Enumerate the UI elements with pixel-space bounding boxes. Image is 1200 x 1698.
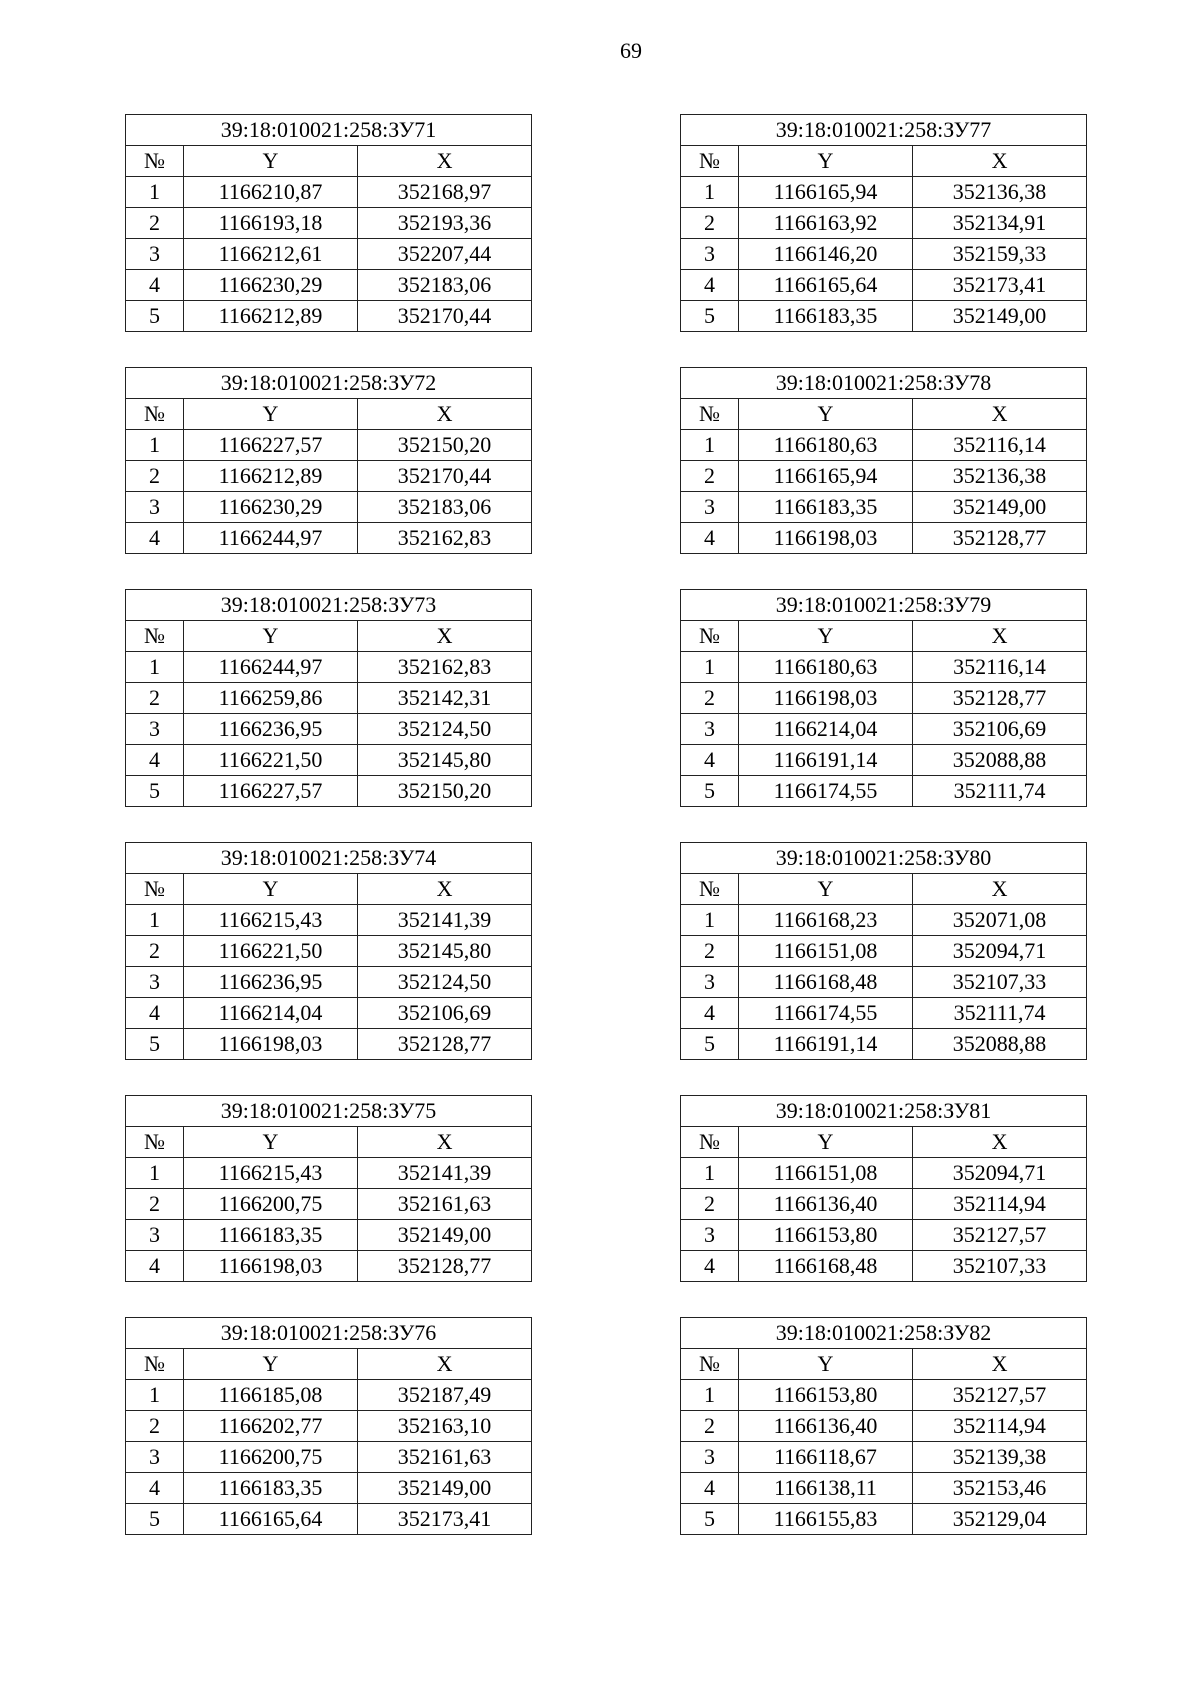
x-coordinate-cell: 352162,83 xyxy=(358,523,532,554)
point-number-cell: 4 xyxy=(126,1473,184,1504)
column-header-y: Y xyxy=(739,1349,913,1380)
column-header-x: X xyxy=(358,621,532,652)
point-number-cell: 1 xyxy=(681,905,739,936)
point-number-cell: 1 xyxy=(126,1380,184,1411)
table-row xyxy=(681,1158,1087,1189)
coordinate-table xyxy=(125,842,532,1060)
table-row xyxy=(681,1411,1087,1442)
y-coordinate-cell: 1166198,03 xyxy=(184,1029,358,1060)
point-number-cell: 2 xyxy=(681,936,739,967)
point-number-cell: 3 xyxy=(681,492,739,523)
y-coordinate-cell: 1166146,20 xyxy=(739,239,913,270)
coordinate-table xyxy=(125,1095,532,1282)
parcel-title: 39:18:010021:258:ЗУ73 xyxy=(126,590,532,621)
column-header-x: X xyxy=(913,1349,1087,1380)
column-header-y: Y xyxy=(739,1127,913,1158)
table-row xyxy=(681,936,1087,967)
x-coordinate-cell: 352111,74 xyxy=(913,998,1087,1029)
x-coordinate-cell: 352142,31 xyxy=(358,683,532,714)
y-coordinate-cell: 1166155,83 xyxy=(739,1504,913,1535)
y-coordinate-cell: 1166198,03 xyxy=(739,683,913,714)
x-coordinate-cell: 352106,69 xyxy=(358,998,532,1029)
column-header-x: X xyxy=(358,146,532,177)
y-coordinate-cell: 1166185,08 xyxy=(184,1380,358,1411)
x-coordinate-cell: 352107,33 xyxy=(913,967,1087,998)
y-coordinate-cell: 1166151,08 xyxy=(739,1158,913,1189)
column-header-number: № xyxy=(126,1127,184,1158)
parcel-title: 39:18:010021:258:ЗУ78 xyxy=(681,368,1087,399)
point-number-cell: 4 xyxy=(681,1473,739,1504)
y-coordinate-cell: 1166212,61 xyxy=(184,239,358,270)
point-number-cell: 2 xyxy=(681,1411,739,1442)
x-coordinate-cell: 352106,69 xyxy=(913,714,1087,745)
x-coordinate-cell: 352161,63 xyxy=(358,1189,532,1220)
table-row xyxy=(681,1251,1087,1282)
point-number-cell: 2 xyxy=(126,208,184,239)
column-header-x: X xyxy=(358,874,532,905)
x-coordinate-cell: 352139,38 xyxy=(913,1442,1087,1473)
point-number-cell: 1 xyxy=(681,430,739,461)
coordinate-table xyxy=(680,114,1087,332)
y-coordinate-cell: 1166183,35 xyxy=(184,1473,358,1504)
y-coordinate-cell: 1166168,23 xyxy=(739,905,913,936)
point-number-cell: 4 xyxy=(126,270,184,301)
point-number-cell: 4 xyxy=(126,745,184,776)
point-number-cell: 4 xyxy=(681,1251,739,1282)
column-header-y: Y xyxy=(184,874,358,905)
point-number-cell: 4 xyxy=(681,745,739,776)
point-number-cell: 2 xyxy=(126,1189,184,1220)
table-row xyxy=(681,523,1087,554)
parcel-title: 39:18:010021:258:ЗУ71 xyxy=(126,115,532,146)
table-row xyxy=(126,1029,532,1060)
table-row xyxy=(681,1473,1087,1504)
column-header-y: Y xyxy=(184,146,358,177)
page-number: 69 xyxy=(620,38,642,63)
point-number-cell: 2 xyxy=(681,461,739,492)
table-row xyxy=(126,776,532,807)
y-coordinate-cell: 1166230,29 xyxy=(184,270,358,301)
table-row xyxy=(681,683,1087,714)
y-coordinate-cell: 1166212,89 xyxy=(184,461,358,492)
y-coordinate-cell: 1166230,29 xyxy=(184,492,358,523)
x-coordinate-cell: 352094,71 xyxy=(913,1158,1087,1189)
table-row xyxy=(126,1251,532,1282)
point-number-cell: 5 xyxy=(126,301,184,332)
point-number-cell: 2 xyxy=(126,683,184,714)
x-coordinate-cell: 352128,77 xyxy=(913,683,1087,714)
x-coordinate-cell: 352124,50 xyxy=(358,714,532,745)
y-coordinate-cell: 1166198,03 xyxy=(184,1251,358,1282)
y-coordinate-cell: 1166212,89 xyxy=(184,301,358,332)
table-row xyxy=(126,967,532,998)
column-header-x: X xyxy=(913,399,1087,430)
y-coordinate-cell: 1166221,50 xyxy=(184,745,358,776)
point-number-cell: 1 xyxy=(126,430,184,461)
x-coordinate-cell: 352149,00 xyxy=(913,492,1087,523)
column-header-x: X xyxy=(913,146,1087,177)
x-coordinate-cell: 352134,91 xyxy=(913,208,1087,239)
coordinate-table xyxy=(125,114,532,332)
y-coordinate-cell: 1166180,63 xyxy=(739,652,913,683)
column-header-x: X xyxy=(358,399,532,430)
y-coordinate-cell: 1166198,03 xyxy=(739,523,913,554)
table-row xyxy=(126,1158,532,1189)
y-coordinate-cell: 1166215,43 xyxy=(184,1158,358,1189)
x-coordinate-cell: 352141,39 xyxy=(358,1158,532,1189)
table-row xyxy=(126,430,532,461)
y-coordinate-cell: 1166153,80 xyxy=(739,1220,913,1251)
x-coordinate-cell: 352170,44 xyxy=(358,301,532,332)
table-row xyxy=(681,967,1087,998)
y-coordinate-cell: 1166168,48 xyxy=(739,967,913,998)
x-coordinate-cell: 352141,39 xyxy=(358,905,532,936)
point-number-cell: 5 xyxy=(681,1504,739,1535)
table-row xyxy=(126,1380,532,1411)
x-coordinate-cell: 352145,80 xyxy=(358,745,532,776)
x-coordinate-cell: 352153,46 xyxy=(913,1473,1087,1504)
y-coordinate-cell: 1166180,63 xyxy=(739,430,913,461)
table-row xyxy=(126,936,532,967)
point-number-cell: 2 xyxy=(681,1189,739,1220)
point-number-cell: 1 xyxy=(681,652,739,683)
point-number-cell: 2 xyxy=(681,683,739,714)
table-row xyxy=(126,177,532,208)
table-row xyxy=(126,461,532,492)
y-coordinate-cell: 1166138,11 xyxy=(739,1473,913,1504)
y-coordinate-cell: 1166244,97 xyxy=(184,652,358,683)
point-number-cell: 4 xyxy=(681,523,739,554)
y-coordinate-cell: 1166193,18 xyxy=(184,208,358,239)
column-header-number: № xyxy=(681,874,739,905)
y-coordinate-cell: 1166118,67 xyxy=(739,1442,913,1473)
parcel-title: 39:18:010021:258:ЗУ72 xyxy=(126,368,532,399)
y-coordinate-cell: 1166200,75 xyxy=(184,1442,358,1473)
point-number-cell: 3 xyxy=(126,1442,184,1473)
y-coordinate-cell: 1166183,35 xyxy=(739,492,913,523)
table-row xyxy=(681,714,1087,745)
table-row xyxy=(681,1380,1087,1411)
table-row xyxy=(126,239,532,270)
table-row xyxy=(681,430,1087,461)
point-number-cell: 1 xyxy=(126,652,184,683)
x-coordinate-cell: 352173,41 xyxy=(358,1504,532,1535)
right-column xyxy=(680,114,1086,1570)
point-number-cell: 1 xyxy=(681,177,739,208)
column-header-number: № xyxy=(681,621,739,652)
point-number-cell: 4 xyxy=(126,998,184,1029)
column-header-y: Y xyxy=(739,146,913,177)
table-row xyxy=(681,998,1087,1029)
point-number-cell: 1 xyxy=(126,177,184,208)
coordinate-table xyxy=(125,589,532,807)
table-row xyxy=(126,208,532,239)
table-row xyxy=(126,998,532,1029)
table-row xyxy=(126,1189,532,1220)
point-number-cell: 5 xyxy=(681,301,739,332)
coordinate-table xyxy=(680,1317,1087,1535)
table-row xyxy=(681,461,1087,492)
parcel-title: 39:18:010021:258:ЗУ81 xyxy=(681,1096,1087,1127)
table-row xyxy=(126,714,532,745)
y-coordinate-cell: 1166151,08 xyxy=(739,936,913,967)
coordinate-table xyxy=(680,367,1087,554)
column-header-number: № xyxy=(681,1349,739,1380)
x-coordinate-cell: 352193,36 xyxy=(358,208,532,239)
column-header-y: Y xyxy=(184,1127,358,1158)
y-coordinate-cell: 1166221,50 xyxy=(184,936,358,967)
table-row xyxy=(126,523,532,554)
point-number-cell: 3 xyxy=(126,714,184,745)
column-header-x: X xyxy=(913,621,1087,652)
point-number-cell: 3 xyxy=(681,1442,739,1473)
table-row xyxy=(681,301,1087,332)
y-coordinate-cell: 1166227,57 xyxy=(184,430,358,461)
x-coordinate-cell: 352128,77 xyxy=(358,1251,532,1282)
table-row xyxy=(681,1442,1087,1473)
point-number-cell: 4 xyxy=(126,1251,184,1282)
coordinate-table xyxy=(125,1317,532,1535)
column-header-number: № xyxy=(126,1349,184,1380)
table-row xyxy=(126,270,532,301)
column-header-y: Y xyxy=(184,621,358,652)
parcel-title: 39:18:010021:258:ЗУ74 xyxy=(126,843,532,874)
table-row xyxy=(681,1189,1087,1220)
column-header-x: X xyxy=(913,1127,1087,1158)
x-coordinate-cell: 352170,44 xyxy=(358,461,532,492)
y-coordinate-cell: 1166165,64 xyxy=(739,270,913,301)
coordinate-table xyxy=(125,367,532,554)
parcel-title: 39:18:010021:258:ЗУ75 xyxy=(126,1096,532,1127)
coordinate-table xyxy=(680,589,1087,807)
point-number-cell: 1 xyxy=(681,1380,739,1411)
y-coordinate-cell: 1166174,55 xyxy=(739,998,913,1029)
point-number-cell: 5 xyxy=(681,776,739,807)
point-number-cell: 3 xyxy=(126,967,184,998)
x-coordinate-cell: 352150,20 xyxy=(358,430,532,461)
y-coordinate-cell: 1166236,95 xyxy=(184,714,358,745)
point-number-cell: 1 xyxy=(126,905,184,936)
x-coordinate-cell: 352128,77 xyxy=(358,1029,532,1060)
point-number-cell: 3 xyxy=(681,239,739,270)
parcel-title: 39:18:010021:258:ЗУ80 xyxy=(681,843,1087,874)
x-coordinate-cell: 352111,74 xyxy=(913,776,1087,807)
point-number-cell: 5 xyxy=(126,1029,184,1060)
y-coordinate-cell: 1166227,57 xyxy=(184,776,358,807)
point-number-cell: 1 xyxy=(126,1158,184,1189)
y-coordinate-cell: 1166174,55 xyxy=(739,776,913,807)
x-coordinate-cell: 352124,50 xyxy=(358,967,532,998)
point-number-cell: 2 xyxy=(681,208,739,239)
y-coordinate-cell: 1166153,80 xyxy=(739,1380,913,1411)
x-coordinate-cell: 352107,33 xyxy=(913,1251,1087,1282)
column-header-number: № xyxy=(126,146,184,177)
column-header-number: № xyxy=(126,874,184,905)
table-row xyxy=(126,745,532,776)
left-column xyxy=(125,114,531,1570)
column-header-x: X xyxy=(913,874,1087,905)
point-number-cell: 5 xyxy=(681,1029,739,1060)
table-row xyxy=(126,905,532,936)
x-coordinate-cell: 352168,97 xyxy=(358,177,532,208)
x-coordinate-cell: 352149,00 xyxy=(913,301,1087,332)
x-coordinate-cell: 352163,10 xyxy=(358,1411,532,1442)
point-number-cell: 4 xyxy=(681,998,739,1029)
table-row xyxy=(126,1411,532,1442)
table-row xyxy=(126,1442,532,1473)
x-coordinate-cell: 352162,83 xyxy=(358,652,532,683)
column-header-number: № xyxy=(681,146,739,177)
table-row xyxy=(126,1473,532,1504)
y-coordinate-cell: 1166165,64 xyxy=(184,1504,358,1535)
table-row xyxy=(681,1220,1087,1251)
point-number-cell: 3 xyxy=(126,1220,184,1251)
point-number-cell: 3 xyxy=(681,1220,739,1251)
y-coordinate-cell: 1166168,48 xyxy=(739,1251,913,1282)
point-number-cell: 5 xyxy=(126,1504,184,1535)
x-coordinate-cell: 352159,33 xyxy=(913,239,1087,270)
table-row xyxy=(126,301,532,332)
x-coordinate-cell: 352187,49 xyxy=(358,1380,532,1411)
column-header-y: Y xyxy=(739,399,913,430)
y-coordinate-cell: 1166236,95 xyxy=(184,967,358,998)
table-row xyxy=(126,1220,532,1251)
x-coordinate-cell: 352150,20 xyxy=(358,776,532,807)
point-number-cell: 3 xyxy=(126,239,184,270)
table-row xyxy=(126,492,532,523)
y-coordinate-cell: 1166214,04 xyxy=(739,714,913,745)
y-coordinate-cell: 1166210,87 xyxy=(184,177,358,208)
x-coordinate-cell: 352149,00 xyxy=(358,1473,532,1504)
parcel-title: 39:18:010021:258:ЗУ76 xyxy=(126,1318,532,1349)
point-number-cell: 4 xyxy=(681,270,739,301)
table-row xyxy=(681,492,1087,523)
point-number-cell: 2 xyxy=(126,936,184,967)
table-row xyxy=(681,1029,1087,1060)
point-number-cell: 1 xyxy=(681,1158,739,1189)
table-row xyxy=(681,239,1087,270)
point-number-cell: 3 xyxy=(681,714,739,745)
column-header-x: X xyxy=(358,1349,532,1380)
parcel-title: 39:18:010021:258:ЗУ77 xyxy=(681,115,1087,146)
y-coordinate-cell: 1166259,86 xyxy=(184,683,358,714)
x-coordinate-cell: 352094,71 xyxy=(913,936,1087,967)
y-coordinate-cell: 1166191,14 xyxy=(739,745,913,776)
y-coordinate-cell: 1166214,04 xyxy=(184,998,358,1029)
x-coordinate-cell: 352116,14 xyxy=(913,430,1087,461)
column-header-number: № xyxy=(126,399,184,430)
x-coordinate-cell: 352207,44 xyxy=(358,239,532,270)
y-coordinate-cell: 1166165,94 xyxy=(739,461,913,492)
x-coordinate-cell: 352149,00 xyxy=(358,1220,532,1251)
y-coordinate-cell: 1166244,97 xyxy=(184,523,358,554)
y-coordinate-cell: 1166136,40 xyxy=(739,1189,913,1220)
table-row xyxy=(681,905,1087,936)
x-coordinate-cell: 352136,38 xyxy=(913,461,1087,492)
point-number-cell: 4 xyxy=(126,523,184,554)
y-coordinate-cell: 1166136,40 xyxy=(739,1411,913,1442)
x-coordinate-cell: 352114,94 xyxy=(913,1189,1087,1220)
column-header-number: № xyxy=(681,399,739,430)
y-coordinate-cell: 1166191,14 xyxy=(739,1029,913,1060)
y-coordinate-cell: 1166200,75 xyxy=(184,1189,358,1220)
column-header-y: Y xyxy=(184,1349,358,1380)
column-header-number: № xyxy=(126,621,184,652)
x-coordinate-cell: 352088,88 xyxy=(913,1029,1087,1060)
table-row xyxy=(681,745,1087,776)
column-header-y: Y xyxy=(184,399,358,430)
x-coordinate-cell: 352127,57 xyxy=(913,1220,1087,1251)
point-number-cell: 2 xyxy=(126,1411,184,1442)
table-row xyxy=(126,1504,532,1535)
y-coordinate-cell: 1166183,35 xyxy=(184,1220,358,1251)
parcel-title: 39:18:010021:258:ЗУ82 xyxy=(681,1318,1087,1349)
table-row xyxy=(681,652,1087,683)
x-coordinate-cell: 352114,94 xyxy=(913,1411,1087,1442)
coordinate-table xyxy=(680,1095,1087,1282)
x-coordinate-cell: 352127,57 xyxy=(913,1380,1087,1411)
x-coordinate-cell: 352145,80 xyxy=(358,936,532,967)
coordinate-table xyxy=(680,842,1087,1060)
table-row xyxy=(681,208,1087,239)
table-row xyxy=(681,776,1087,807)
y-coordinate-cell: 1166183,35 xyxy=(739,301,913,332)
x-coordinate-cell: 352183,06 xyxy=(358,492,532,523)
column-header-y: Y xyxy=(739,621,913,652)
point-number-cell: 5 xyxy=(126,776,184,807)
table-row xyxy=(681,1504,1087,1535)
table-row xyxy=(681,270,1087,301)
point-number-cell: 3 xyxy=(126,492,184,523)
x-coordinate-cell: 352071,08 xyxy=(913,905,1087,936)
x-coordinate-cell: 352173,41 xyxy=(913,270,1087,301)
x-coordinate-cell: 352183,06 xyxy=(358,270,532,301)
x-coordinate-cell: 352161,63 xyxy=(358,1442,532,1473)
point-number-cell: 2 xyxy=(126,461,184,492)
column-header-x: X xyxy=(358,1127,532,1158)
y-coordinate-cell: 1166165,94 xyxy=(739,177,913,208)
x-coordinate-cell: 352128,77 xyxy=(913,523,1087,554)
x-coordinate-cell: 352116,14 xyxy=(913,652,1087,683)
y-coordinate-cell: 1166202,77 xyxy=(184,1411,358,1442)
table-row xyxy=(126,652,532,683)
column-header-number: № xyxy=(681,1127,739,1158)
x-coordinate-cell: 352129,04 xyxy=(913,1504,1087,1535)
table-row xyxy=(126,683,532,714)
parcel-title: 39:18:010021:258:ЗУ79 xyxy=(681,590,1087,621)
x-coordinate-cell: 352136,38 xyxy=(913,177,1087,208)
column-header-y: Y xyxy=(739,874,913,905)
y-coordinate-cell: 1166163,92 xyxy=(739,208,913,239)
y-coordinate-cell: 1166215,43 xyxy=(184,905,358,936)
point-number-cell: 3 xyxy=(681,967,739,998)
table-row xyxy=(681,177,1087,208)
x-coordinate-cell: 352088,88 xyxy=(913,745,1087,776)
